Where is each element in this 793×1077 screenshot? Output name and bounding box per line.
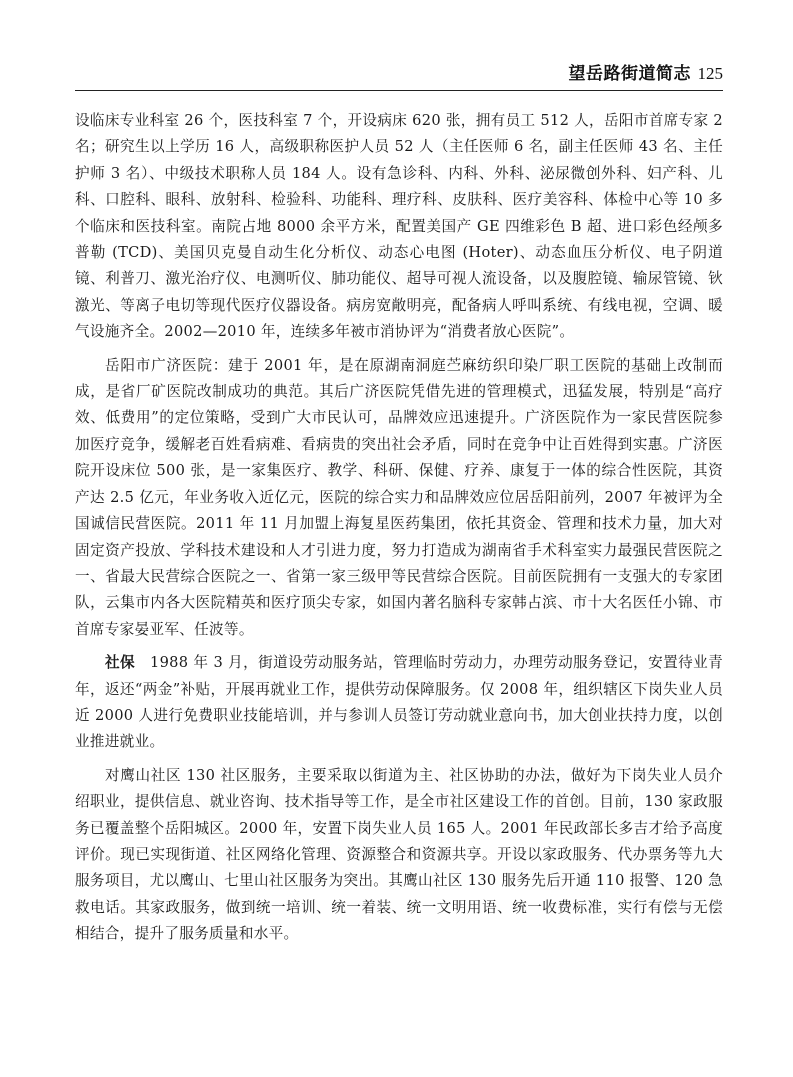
book-title: 望岳路街道简志 [568,64,691,84]
page-number: 125 [697,64,723,83]
page-body [75,108,723,955]
paragraph-guangji-hospital: 岳阳市广济医院：建于 2001 年，是在原湖南洞庭苎麻纺织印染厂职工医院的基础上改制而成，是省厂矿医院改制成功的典范。其后广济医院凭借先进的管理模式，迅猛发展，特别是“高疗效、低费用”的定位策略，受到广大市民认可，品牌效应迅速提升。广济医院作为一家民营医院参加医疗竞争，缓解老百姓看病难、看病贵的突出社会矛盾，同时在竞争中让百姓得到实惠。广济医院开设床位 500 张，是一家集医疗、教学、科研、保健、疗养、康复于一体的综合性医院，其资产达 2.5 亿元，年业务收入近亿元，医院的综合实力和品牌效应位居岳阳前列，2007 年被评为全国诚信民营医院。2011 年 11 月加盟上海复星医药集团，依托其资金、管理和技术力量，加大对固定资产投放、学科技术建设和人才引进力度，努力打造成为湖南省手术科室实力最强民营医院之一、省最大民营综合医院之一、省第一家三级甲等民营综合医院。目前医院拥有一支强大的专家团队，云集市内各大医院精英和医疗顶尖专家，如国内著名脑科专家韩占滨、市十大名医任小锦、市首席专家晏亚军、任波等。 [75,356,723,638]
paragraph-social-security-text: 1988 年 3 月，街道设劳动服务站，管理临时劳动力，办理劳动服务登记，安置待业青年，返还“两金”补贴，开展再就业工作，提供劳动保障服务。仅 2008 年，组织辖区下岗失业人员近 2000 人进行免费职业技能培训，并与参训人员签订劳动就业意向书，加大创业扶持力度，以创业推进就业。 [75,654,723,751]
running-header [75,56,723,91]
section-label-social-security: 社保 [105,654,136,672]
paragraph-social-security [75,650,723,756]
paragraph-community-service: 对鹰山社区 130 社区服务，主要采取以街道为主、社区协助的办法，做好为下岗失业人员介绍职业，提供信息、就业咨询、技术指导等工作，是全市社区建设工作的首创。目前，130 家政服务已覆盖整个岳阳城区。2000 年，安置下岗失业人员 165 人。2001 年民政部长多吉才给予高度评价。现已实现街道、社区网络化管理、资源整合和资源共享。开设以家政服务、代办票务等九大服务项目，尤以鹰山、七里山社区服务为突出。其鹰山社区 130 服务先后开通 110 报警、120 急救电话。其家政服务，做到统一培训、统一着装、统一文明用语、统一收费标准，实行有偿与无偿相结合，提升了服务质量和水平。 [75,766,723,943]
paragraph-hospital-continued: 设临床专业科室 26 个，医技科室 7 个，开设病床 620 张，拥有员工 512 人，岳阳市首席专家 2 名；研究生以上学历 16 人，高级职称医护人员 52 人（主任医师 6 名，副主任医师 43 名、主任护师 3 名）、中级技术职称人员 184 人。设有急诊科、内科、外科、泌尿微创外科、妇产科、儿科、口腔科、眼科、放射科、检验科、功能科、理疗科、皮肤科、医疗美容科、体检中心等 10 多个临床和医技科室。南院占地 8000 余平方米，配置美国产 GE 四维彩色 B 超、进口彩色经颅多普勒 (TCD)、美国贝克曼自动生化分析仪、动态心电图 (Hoter)、动态血压分析仪、电子阴道镜、利普刀、激光治疗仪、电测听仪、肺功能仪、超导可视人流设备，以及腹腔镜、输尿管镜、钬激光、等离子电切等现代医疗仪器设备。病房宽敞明亮，配备病人呼叫系统、有线电视，空调、暖气设施齐全。2002—2010 年，连续多年被市消协评为“消费者放心医院”。 [75,112,723,341]
